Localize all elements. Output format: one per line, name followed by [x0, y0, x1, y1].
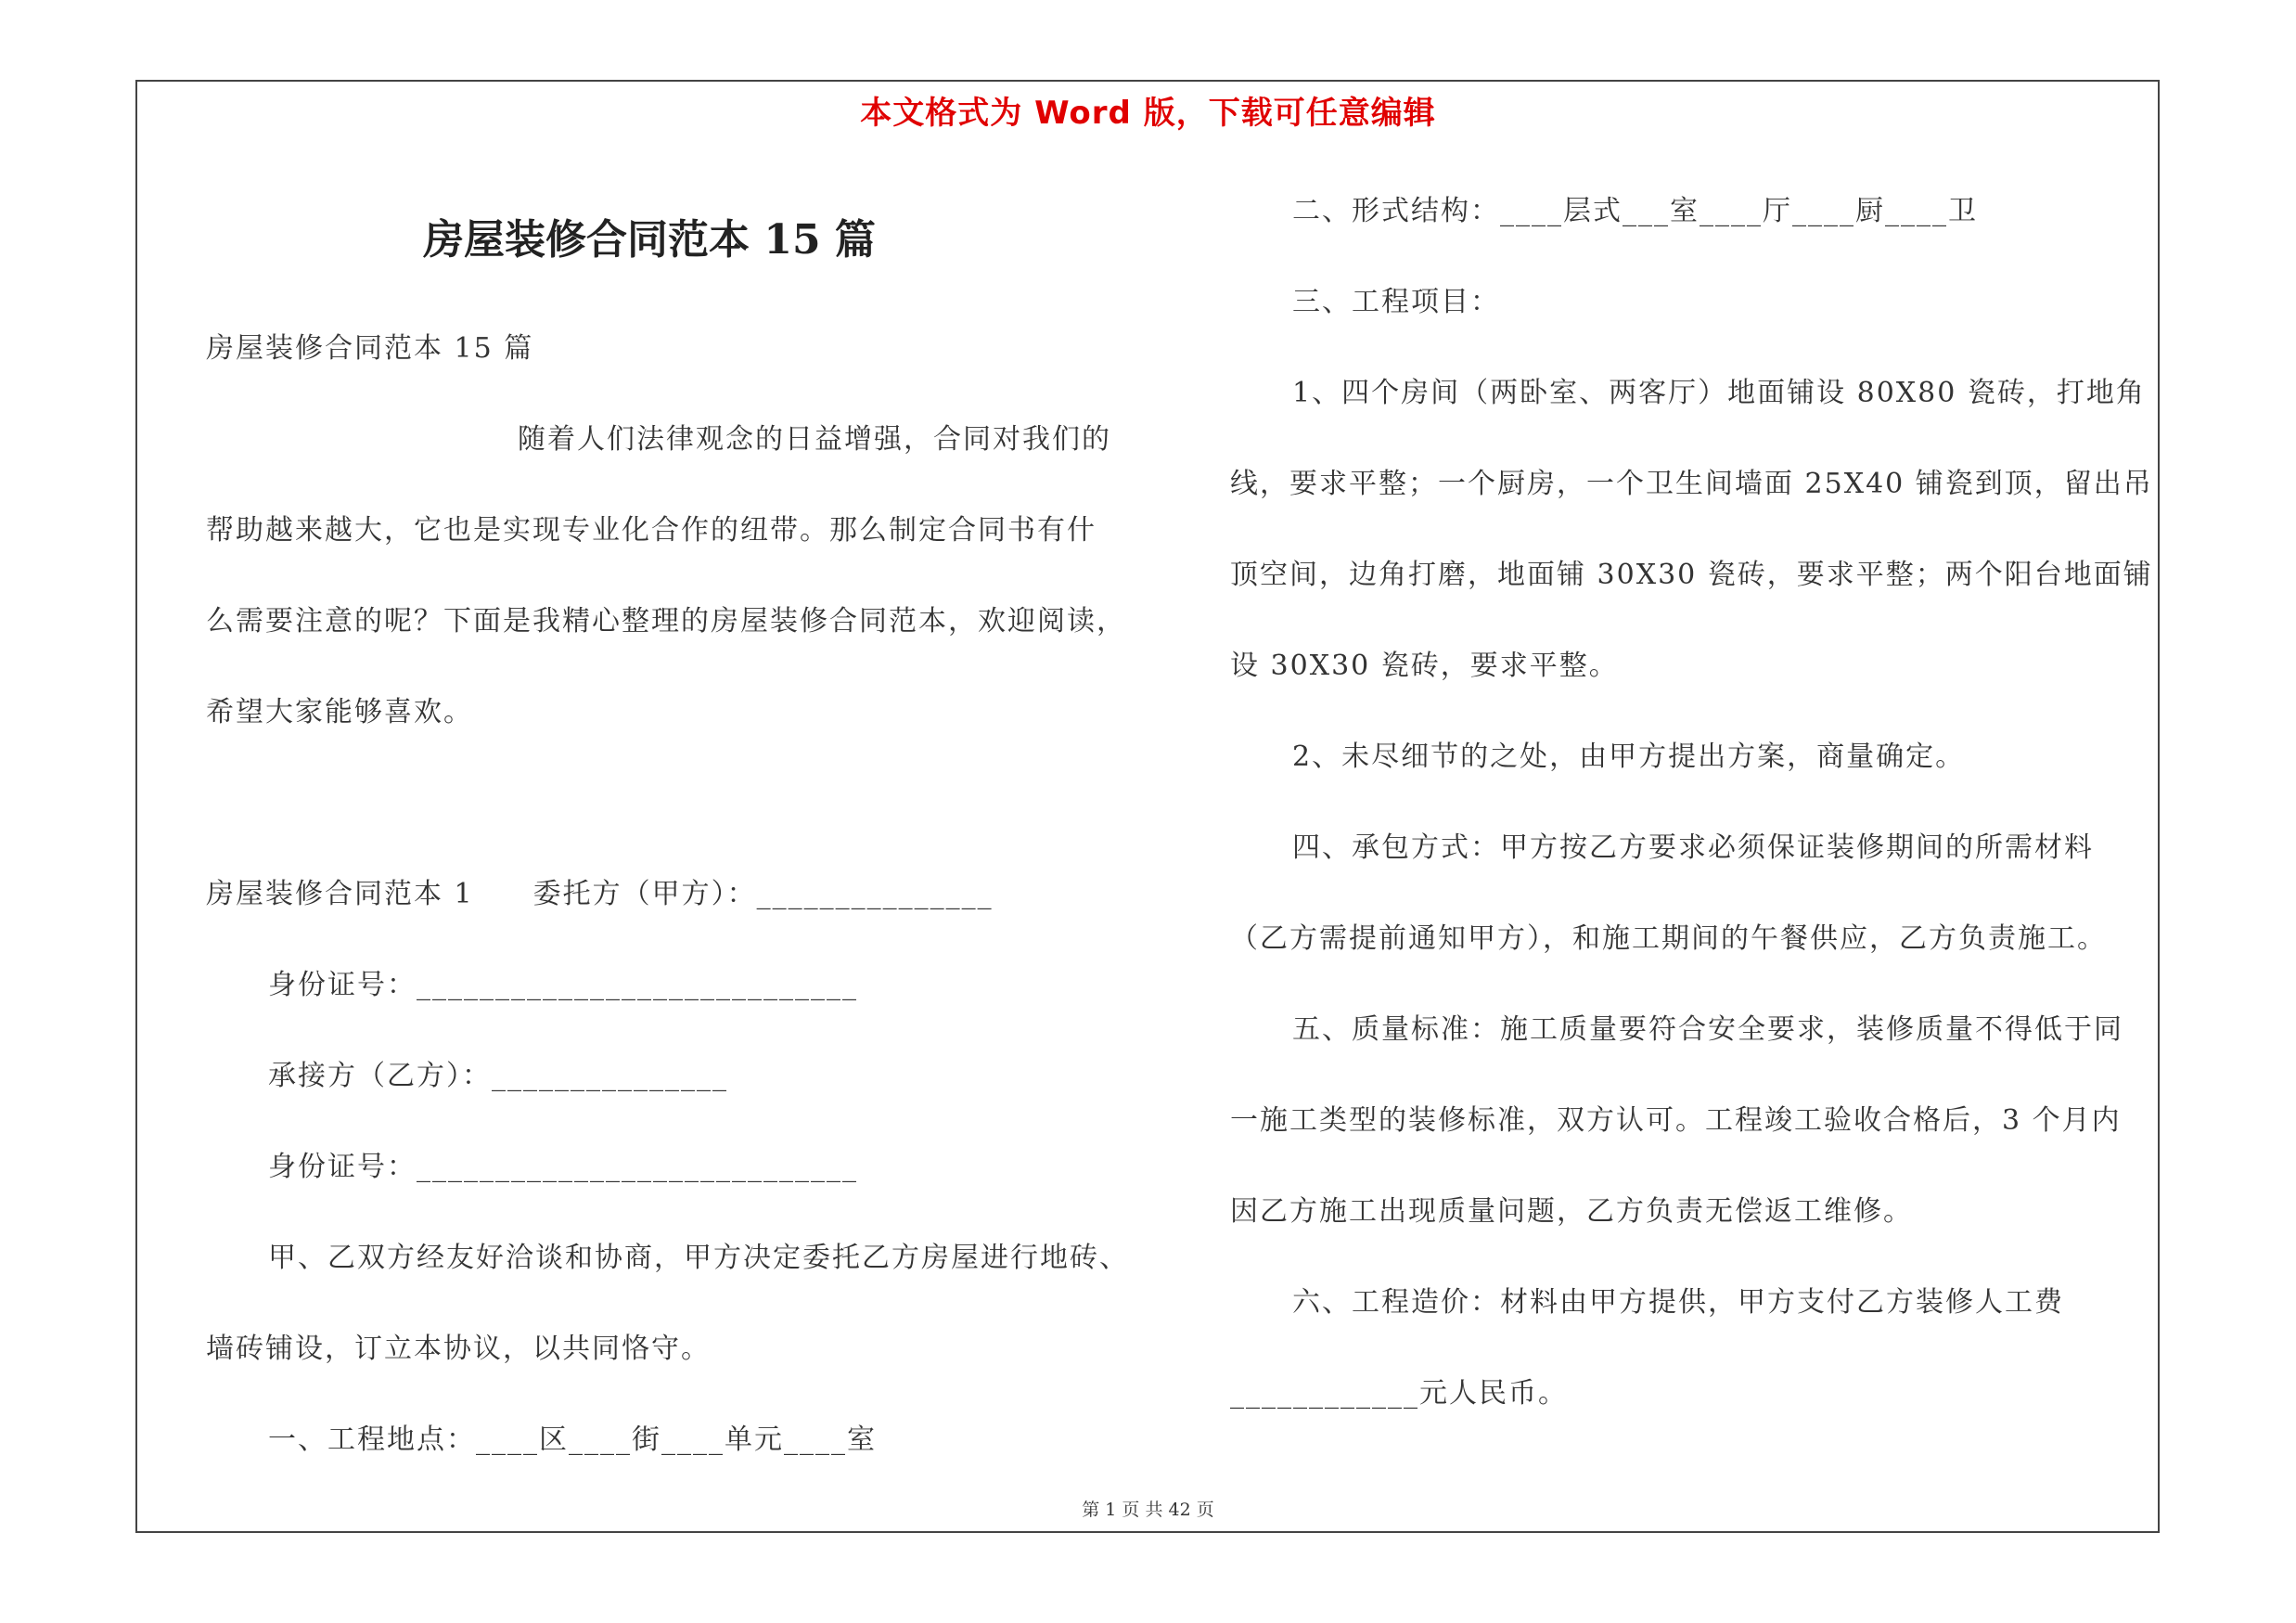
page-number-footer: 第 1 页 共 42 页: [1082, 1500, 1214, 1520]
right-line-12: 因乙方施工出现质量问题，乙方负责无偿返工维修。: [1230, 1195, 1913, 1228]
left-line-2: 随着人们法律观念的日益增强，合同对我们的: [518, 423, 1111, 456]
right-line-9: （乙方需提前通知甲方），和施工期间的午餐供应，乙方负责施工。: [1230, 922, 2107, 955]
left-line-12: 一、工程地点：____区____街____单元____室: [268, 1423, 877, 1456]
right-line-11: 一施工类型的装修标准，双方认可。工程竣工验收合格后，3 个月内: [1230, 1104, 2122, 1137]
right-line-4: 线，要求平整；一个厨房，一个卫生间墙面 25X40 铺瓷到顶，留出吊: [1230, 468, 2153, 500]
right-line-1: 二、形式结构：____层式___室____厅____厨____卫: [1292, 195, 1978, 227]
right-line-8: 四、承包方式：甲方按乙方要求必须保证装修期间的所需材料: [1292, 831, 2094, 864]
right-line-6: 设 30X30 瓷砖，要求平整。: [1230, 650, 1619, 682]
left-line-8: 承接方（乙方）：_______________: [268, 1060, 728, 1092]
left-line-7: 身份证号：____________________________: [268, 969, 858, 1001]
left-line-4: 么需要注意的呢？下面是我精心整理的房屋装修合同范本，欢迎阅读，: [206, 605, 1126, 638]
right-line-10: 五、质量标准：施工质量要符合安全要求，装修质量不得低于同: [1292, 1013, 2123, 1046]
left-line-1: 房屋装修合同范本 15 篇: [206, 332, 534, 365]
left-line-6: 房屋装修合同范本 1 委托方（甲方）：_______________: [206, 878, 994, 910]
left-line-5: 希望大家能够喜欢。: [206, 696, 473, 728]
left-line-9: 身份证号：____________________________: [268, 1151, 858, 1183]
right-line-13: 六、工程造价：材料由甲方提供，甲方支付乙方装修人工费: [1292, 1286, 2064, 1319]
document-title: 房屋装修合同范本 15 篇: [423, 216, 876, 264]
left-line-3: 帮助越来越大，它也是实现专业化合作的纽带。那么制定合同书有什: [206, 514, 1097, 547]
right-line-7: 2、未尽细节的之处，由甲方提出方案，商量确定。: [1292, 741, 1966, 773]
left-line-10: 甲、乙双方经友好洽谈和协商，甲方决定委托乙方房屋进行地砖、: [268, 1242, 1129, 1274]
left-line-11: 墙砖铺设，订立本协议，以共同恪守。: [206, 1333, 711, 1365]
right-line-5: 顶空间，边角打磨，地面铺 30X30 瓷砖，要求平整；两个阳台地面铺: [1230, 559, 2153, 591]
word-format-banner: 本文格式为 Word 版，下载可任意编辑: [860, 95, 1436, 132]
right-line-3: 1、四个房间（两卧室、两客厅）地面铺设 80X80 瓷砖，打地角: [1292, 377, 2146, 409]
right-line-14: ____________元人民币。: [1230, 1377, 1568, 1410]
right-line-2: 三、工程项目：: [1292, 286, 1500, 318]
